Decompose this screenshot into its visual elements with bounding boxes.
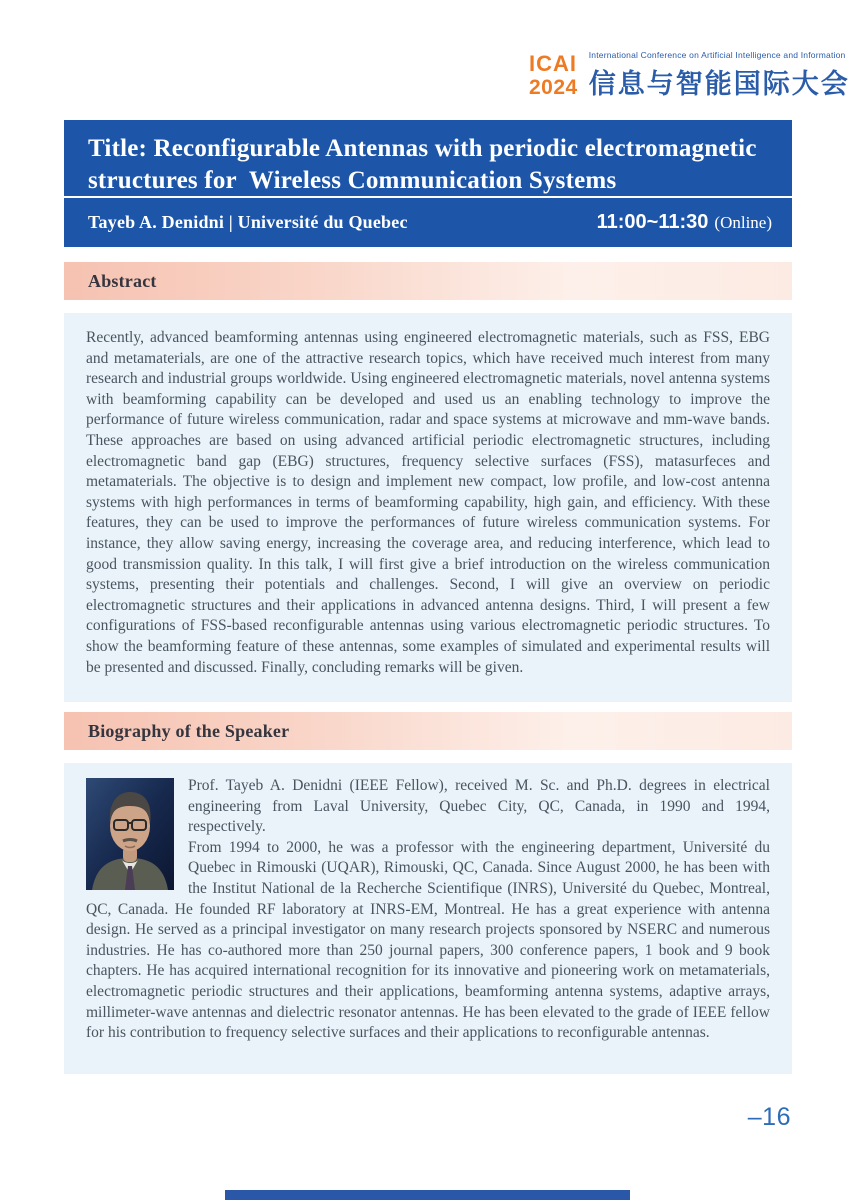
- conference-logo: [529, 50, 850, 101]
- session-time-wrap: [597, 211, 772, 234]
- biography-paragraph-1: Prof. Tayeb A. Denidni (IEEE Fellow), received M. Sc. and Ph.D. degrees in electrical engineering from Laval University, Quebec City, QC, Canada, in 1990 and 1994, respectively.: [188, 777, 770, 836]
- abstract-heading-band: [64, 262, 792, 300]
- biography-panel: [64, 763, 792, 1074]
- abstract-panel: [64, 313, 792, 702]
- session-meta: [64, 198, 792, 247]
- session-mode: (Online): [714, 213, 772, 232]
- biography-heading-band: [64, 712, 792, 750]
- session-time: 11:00~11:30: [596, 211, 709, 233]
- logo-chinese-title: 信息与智能国际大会: [588, 69, 850, 99]
- page-number: –16: [747, 1103, 791, 1131]
- speaker-affiliation: Tayeb A. Denidni | Université du Quebec: [88, 212, 408, 232]
- logo-tagline: International Conference on Artificial Intelligence and Information: [588, 50, 846, 60]
- logo-year: 2024: [529, 76, 578, 99]
- abstract-text: Recently, advanced beamforming antennas using engineered electromagnetic materials, such as FSS, EBG and metamaterials, are one of the attractive research topics, which have received much interest from many research and industrial groups worldwide. Using engineered electromagnetic materials, novel antenna systems with beamforming capability can be developed and used us an enabling technology to improve the performance of future wireless communication, radar and space systems at microwave and mm-wave bands. These approaches are based on using advanced artificial periodic electromagnetic structures, including electromagnetic band gap (EBG) structures, frequency selective surfaces (FSS), matasurfeces and metamaterials. The objective is to design and implement new compact, low profile, and low-cost antenna systems with high performances in terms of beamforming capability, high gain, and efficiency. With these features, they can be used to improve the performances of future wireless communication systems. For instance, they allow saving energy, increasing the coverage area, and reducing interference, which lead to good transmission quality. In this talk, I will first give a brief introduction on the wireless communication systems, presenting their potentials and challenges. Second, I will give an overview on periodic electromagnetic structures and their applications in advanced antenna designs. Third, I will present a few configurations of FSS-based reconfigurable antennas using various electromagnetic periodic structures. To show the beamforming feature of these antennas, some examples of simulated and experimental results will be presented and discussed. Finally, concluding remarks will be given.: [86, 329, 770, 676]
- footer-bar: [225, 1190, 630, 1200]
- logo-text: [589, 50, 850, 101]
- session-title: Title: Reconfigurable Antennas with periodic electromagnetic structures for Wireless Communication Systems: [88, 135, 764, 194]
- speaker-photo: [86, 778, 174, 890]
- abstract-heading: Abstract: [88, 270, 157, 291]
- logo-mark: [529, 53, 578, 98]
- logo-acronym: ICAI: [529, 51, 577, 76]
- biography-paragraph-2: From 1994 to 2000, he was a professor with the engineering department, Université du Quebec in Rimouski (UQAR), Rimouski, QC, Canada. Since August 2000, he has been with the Institut National de la Recherche Scientifique (INRS), Université du Quebec, Montreal, QC, Canada. He founded RF laboratory at INRS-EM, Montreal. He has a great experience with antenna design. He served as a principal investigator on many research projects sponsored by NSERC and numerous industries. He has co-authored more than 250 journal papers, 300 conference papers, 1 book and 9 book chapters. He has acquired international recognition for its innovative and pioneering work on metamaterials, electromagnetic periodic structures and their applications, beamforming antenna systems, adaptive arrays, millimeter-wave antennas and dielectric resonator antennas. He has been elevated to the grade of IEEE fellow for his contribution to frequency selective surfaces and their applications to reconfigurable antennas.: [86, 838, 770, 1042]
- biography-heading: Biography of the Speaker: [88, 720, 290, 741]
- session-card: [64, 120, 792, 247]
